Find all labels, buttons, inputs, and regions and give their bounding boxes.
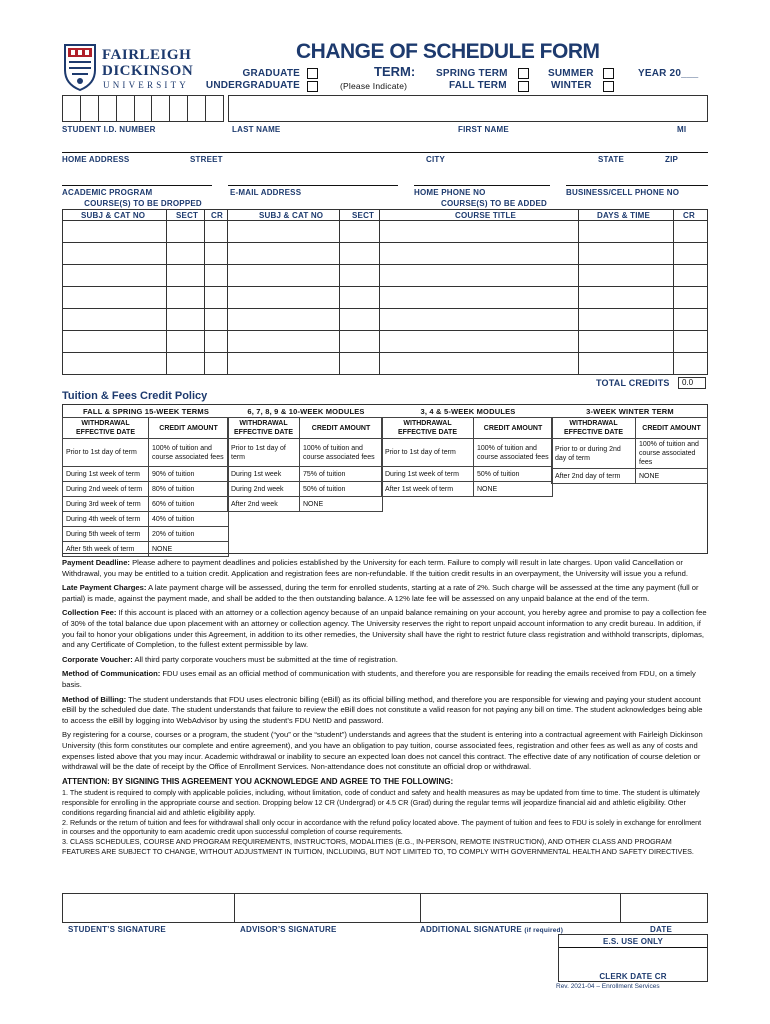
days-time-header: DAYS & TIME — [597, 211, 651, 220]
added-cr-header: CR — [683, 211, 695, 220]
fs-credit-header: CREDIT AMOUNT — [149, 418, 229, 439]
crest-icon — [62, 42, 98, 92]
home-phone-label: HOME PHONE NO — [414, 188, 486, 197]
signature-boxes[interactable] — [62, 893, 708, 923]
w3-credit-header: CREDIT AMOUNT — [636, 418, 708, 439]
added-title: COURSE(S) TO BE ADDED — [441, 199, 547, 208]
winter-label: WINTER — [551, 80, 592, 91]
fs-row-7-date: After 5th week of term — [63, 542, 149, 557]
fs-row-2-date: During 1st week of term — [63, 467, 149, 482]
course-title-header: COURSE TITLE — [455, 211, 517, 220]
logo-line-2: DICKINSON — [102, 63, 194, 79]
m6-row-2-date: During 1st week — [228, 467, 300, 482]
fs-row-3-credit: 80% of tuition — [149, 482, 229, 497]
fs-row-2-credit: 90% of tuition — [149, 467, 229, 482]
business-phone-label: BUSINESS/CELL PHONE NO — [566, 188, 680, 197]
name-box[interactable] — [228, 95, 708, 122]
clerk-date-cr-label: CLERK DATE CR — [599, 972, 667, 981]
street-label: STREET — [190, 155, 223, 164]
m3-row-1-date: Prior to 1st day of term — [382, 439, 474, 467]
m3-credit-header: CREDIT AMOUNT — [474, 418, 553, 439]
advisor-signature-box[interactable] — [235, 894, 421, 923]
graduate-label: GRADUATE — [242, 68, 300, 79]
m6-withdrawal-header: WITHDRAWAL EFFECTIVE DATE — [228, 418, 300, 439]
m3-withdrawal-header: WITHDRAWAL EFFECTIVE DATE — [382, 418, 474, 439]
city-label: CITY — [426, 155, 446, 164]
late-payment-paragraph: Late Payment Charges: A late payment charge will be assessed, during the term for enrolled students, starting at a rate of 2%. Such charge will be assessed at the time any payment (full or partial) is made, against the payment made, and shall be added to the then outstanding balance. A 12% late fee will be assessed on any unpaid balance at the end of the term. — [62, 583, 699, 603]
es-use-panel — [558, 934, 708, 982]
policy-col-fs: FALL & SPRING 15-WEEK TERMS — [82, 407, 210, 416]
advisor-signature-label: ADVISOR’S SIGNATURE — [240, 925, 337, 934]
state-label: STATE — [598, 155, 625, 164]
policy-fs-table — [62, 417, 229, 557]
m6-row-2-credit: 75% of tuition — [300, 467, 383, 482]
fs-row-6-date: During 5th week of term — [63, 527, 149, 542]
m6-row-1-date: Prior to 1st day of term — [228, 439, 300, 467]
additional-signature-label: ADDITIONAL SIGNATURE (if required) — [420, 925, 564, 934]
summer-label: SUMMER — [548, 68, 594, 79]
es-use-label: E.S. USE ONLY — [602, 937, 664, 946]
spring-term-checkbox[interactable] — [518, 68, 529, 79]
fs-row-1-credit: 100% of tuition and course associated fees — [149, 439, 229, 467]
policy-col-m6: 6, 7, 8, 9 & 10-WEEK MODULES — [247, 407, 365, 416]
fs-withdrawal-header: WITHDRAWAL EFFECTIVE DATE — [63, 418, 149, 439]
logo-line-3: UNIVERSITY — [103, 80, 189, 90]
academic-program-label: ACADEMIC PROGRAM — [62, 188, 153, 197]
fs-row-6-credit: 20% of tuition — [149, 527, 229, 542]
attention-heading: ATTENTION: BY SIGNING THIS AGREEMENT YOU ACKNOWLEDGE AND AGREE TO THE FOLLOWING: — [62, 776, 454, 786]
logo-line-1: FAIRLEIGH — [102, 47, 192, 63]
policy-w3-table — [551, 417, 708, 484]
undergraduate-checkbox[interactable] — [307, 81, 318, 92]
m6-row-4-credit: NONE — [300, 497, 383, 512]
total-credits-label: TOTAL CREDITS — [596, 378, 670, 388]
m3-row-3-date: After 1st week of term — [382, 482, 474, 497]
home-address-label: HOME ADDRESS — [62, 155, 130, 164]
policy-col-w3: 3-WEEK WINTER TERM — [586, 407, 674, 416]
added-sect-header: SECT — [352, 211, 375, 220]
dropped-title: COURSE(S) TO BE DROPPED — [84, 199, 202, 208]
contract-paragraph: By registering for a course, courses or a program, the student (“you” or the “student”) understands and agrees that the student is entering into a contractual agreement with Fairleigh Dickinson University (this form constitutes our complete and entire agreement), and you have an obligation to pay tuition, course associated fees, registration and other fees as well as any of costs and expenses listed above that you may incur. Academic withdrawal or inability to secure an expected loan does not cancel this contract. The effective date of any notification of course deletion or withdrawal will be the date of receipt by the Office of Enrollment Services. Non-attendance does not constitute an official drop or withdrawal. — [62, 730, 703, 772]
policy-col-m3: 3, 4 & 5-WEEK MODULES — [420, 407, 516, 416]
payment-deadline-paragraph: Payment Deadline: Please adhere to payment deadlines and policies established by the University for each term. Failure to comply will result in late charges. Upon valid Cancellation or Withdrawal, you may be entitled to a tuition credit. Application and registration fees are non-refundable. If the tuition credit results in an overpayment, the University will issue you a refund. — [62, 558, 688, 578]
w3-row-2-credit: NONE — [636, 469, 708, 484]
billing-paragraph: Method of Billing: The student understands that FDU uses electronic billing (eBill) as its official billing method, and therefore you are responsible for viewing and paying your student account eBill by the scheduled due date. The student understands that failure to review the eBill does not constitute a valid reason for not paying any bill on time. The student acknowledges being able to access the eBill by logging into WebAdvisor by using the student’s FDU NetID and password. — [62, 694, 703, 725]
spring-term-label: SPRING TERM — [436, 68, 508, 79]
w3-row-2-date: After 2nd day of term — [552, 469, 636, 484]
m3-row-3-credit: NONE — [474, 482, 553, 497]
fs-row-4-credit: 60% of tuition — [149, 497, 229, 512]
communication-paragraph: Method of Communication: FDU uses email as an official method of communication with students, and therefore you are responsible for reading the emails received from FDU, on a timely basis. — [62, 669, 696, 689]
course-grid-lines — [63, 210, 707, 374]
first-name-label: FIRST NAME — [458, 125, 509, 134]
fs-row-4-date: During 3rd week of term — [63, 497, 149, 512]
fs-row-5-credit: 40% of tuition — [149, 512, 229, 527]
total-credits-value: 0.0 — [678, 377, 706, 389]
w3-row-1-credit: 100% of tuition and course associated fees — [636, 439, 708, 469]
m3-row-1-credit: 100% of tuition and course associated fees — [474, 439, 553, 467]
fall-term-checkbox[interactable] — [518, 81, 529, 92]
attention-item-3: 3. CLASS SCHEDULES, COURSE AND PROGRAM REQUIREMENTS, INSTRUCTORS, MODALITIES (E.G., IN-PERSON, REMOTE INSTRUCTION), AND OTHER CLASS AND PROGRAM FEATURES ARE SUBJECT TO CHANGE, WITHOUT ADJUSTMENT IN TUITION, INCLUDING, BUT NOT LIMITED TO, TO COMPLY WITH GOVERNMENTAL HEALTH AND SAFETY DIRECTIVES. — [62, 837, 694, 857]
fall-term-label: FALL TERM — [449, 80, 507, 91]
last-name-label: LAST NAME — [232, 125, 281, 134]
mi-label: MI — [677, 125, 687, 134]
dropped-subj-header: SUBJ & CAT NO — [81, 211, 146, 220]
policy-heading: Tuition & Fees Credit Policy — [62, 390, 208, 402]
fs-row-7-credit: NONE — [149, 542, 229, 557]
m6-row-4-date: After 2nd week — [228, 497, 300, 512]
fs-row-1-date: Prior to 1st day of term — [63, 439, 149, 467]
zip-label: ZIP — [665, 155, 679, 164]
student-signature-box[interactable] — [63, 894, 235, 923]
policy-m6-table — [227, 417, 383, 512]
revision-note: Rev. 2021-04 – Enrollment Services — [556, 983, 660, 990]
university-logo — [62, 42, 192, 94]
dropped-cr-header: CR — [211, 211, 223, 220]
course-grid — [62, 209, 708, 375]
fs-row-5-date: During 4th week of term — [63, 512, 149, 527]
dropped-sect-header: SECT — [176, 211, 199, 220]
w3-withdrawal-header: WITHDRAWAL EFFECTIVE DATE — [552, 418, 636, 439]
student-id-boxes[interactable] — [62, 95, 224, 122]
additional-signature-box[interactable] — [421, 894, 621, 923]
m3-row-2-date: During 1st week of term — [382, 467, 474, 482]
attention-item-1: 1. The student is required to comply with applicable policies, including, without limitation, code of conduct and safety and health measures as may be updated from time to time. The student is ultimately responsible for enrolling in the appropriate course and section. Dropping below 12 CR (Undergrad) or 4.5 CR (Grad) during the regular terms will jeopardize financial aid and athletic eligibility. Other conditions regarding financial aid and athletic eligibility apply. — [62, 788, 700, 817]
summer-checkbox[interactable] — [603, 68, 614, 79]
collection-fee-paragraph: Collection Fee: If this account is placed with an attorney or a collection agency because of an unpaid balance remaining on your account, you hereby agree and promise to pay a collection fee of 30% of the total balance due upon placement with an attorney or collection agency. The University reserves the right to report unpaid account information to any credit bureau. In addition, if you fail to honor your obligations under this Agreement, in addition to its other remedies, the University shall have the right to restrict future class registration and withhold transcripts, diplomas, and any Certificate of Completion, to the fullest extent permissible by law. — [62, 608, 707, 650]
undergraduate-label: UNDERGRADUATE — [205, 80, 300, 91]
graduate-checkbox[interactable] — [307, 68, 318, 79]
w3-row-1-date: Prior to or during 2nd day of term — [552, 439, 636, 469]
date-box[interactable] — [621, 894, 708, 923]
added-subj-header: SUBJ & CAT NO — [259, 211, 324, 220]
term-label: TERM: — [374, 64, 416, 79]
year-label: YEAR 20___ — [638, 68, 699, 79]
winter-checkbox[interactable] — [603, 81, 614, 92]
m6-credit-header: CREDIT AMOUNT — [300, 418, 383, 439]
m6-row-3-credit: 50% of tuition — [300, 482, 383, 497]
email-label: E-MAIL ADDRESS — [230, 188, 302, 197]
policy-table — [62, 404, 708, 554]
corporate-voucher-paragraph: Corporate Voucher: All third party corporate vouchers must be submitted at the time of registration. — [62, 654, 398, 664]
m3-row-2-credit: 50% of tuition — [474, 467, 553, 482]
policy-m3-table — [381, 417, 553, 497]
attention-item-2: 2. Refunds or the return of tuition and fees for withdrawal shall only occur in accordance with the refund policy located above. The payment of tuition and fees to FDU is solely in exchange for enrollment in courses and the opportunity to earn academic credit upon successful completion of course requirements. — [62, 817, 702, 837]
date-label: DATE — [650, 925, 672, 934]
m6-row-3-date: During 2nd week — [228, 482, 300, 497]
student-signature-label: STUDENT’S SIGNATURE — [68, 925, 166, 934]
fs-row-3-date: During 2nd week of term — [63, 482, 149, 497]
form-title: CHANGE OF SCHEDULE FORM — [296, 40, 600, 63]
term-hint: (Please Indicate) — [340, 81, 408, 91]
terms-text — [62, 558, 708, 857]
m6-row-1-credit: 100% of tuition and course associated fees — [300, 439, 383, 467]
student-id-label: STUDENT I.D. NUMBER — [62, 125, 156, 134]
